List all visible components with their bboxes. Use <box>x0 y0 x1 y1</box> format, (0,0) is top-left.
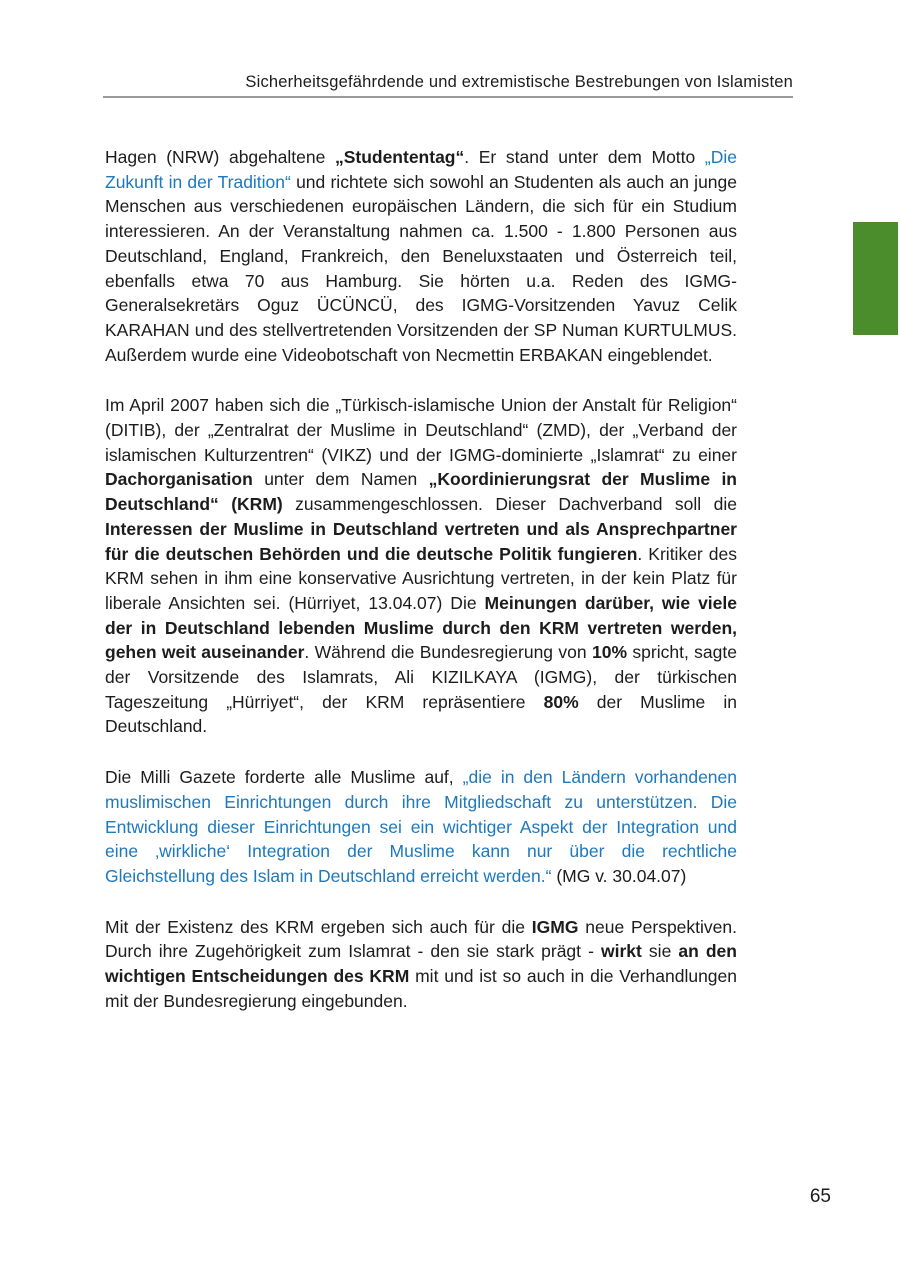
bold-text-run: an den wichtigen Entscheidungen des KRM <box>105 941 737 987</box>
text-run: Im April 2007 haben sich die „Türkisch-islamische Union der Anstalt für Religion“ (DITIB), der „Zentralrat der Muslime in Deutschland“ (ZMD), der „Verband der islamischen Kulturzentren“ (VIKZ) und der IGMG-dominierte „Islamrat“ zu einer <box>105 395 737 465</box>
bold-text-run: „Studententag“ <box>334 147 465 167</box>
header-rule <box>103 96 793 98</box>
bold-text-run: „Koordinierungsrat der Muslime in Deutschland“ (KRM) <box>105 469 737 515</box>
text-run: und richtete sich sowohl an Studenten als auch an junge Menschen aus verschiedenen europäischen Ländern, die sich für ein Studium interessieren. An der Veranstaltung nahmen ca. 1.500 - 1.800 Personen aus Deutschland, England, Frankreich, den Beneluxstaaten und Österreich teil, ebenfalls etwa 70 aus Hamburg. Sie hörten u.a. Reden des IGMG-Generalsekretärs Oguz ÜCÜNCÜ, des IGMG-Vorsitzenden Yavuz Celik KARAHAN und des stellvertretenden Vorsitzenden der SP Numan KURTULMUS. Außerdem wurde eine Videobotschaft von Necmettin ERBAKAN eingeblendet. <box>105 171 737 365</box>
text-run: (MG v. 30.04.07) <box>551 865 687 886</box>
body-text <box>105 145 737 1014</box>
quoted-text-run: „Die Zukunft in der Tradition“ <box>105 147 737 192</box>
text-run: der Muslime in Deutschland. <box>105 691 737 737</box>
text-run: sie <box>641 941 679 962</box>
text-run: Die Milli Gazete forderte alle Muslime auf, <box>105 767 463 788</box>
page-number: 65 <box>809 1186 831 1207</box>
bold-text-run: wirkt <box>601 941 642 962</box>
text-run: neue Perspektiven. Durch ihre Zugehörigkeit zum Islamrat - den sie stark prägt - <box>105 916 737 962</box>
paragraph-milli-gazete-zitat <box>105 765 737 889</box>
paragraph-krm-gruendung <box>105 393 737 739</box>
chapter-tab-marker <box>853 222 898 335</box>
text-run: Mit der Existenz des KRM ergeben sich auch für die <box>105 916 532 937</box>
text-run: Hagen (NRW) abgehaltene <box>105 147 335 167</box>
paragraph-igmg-perspektiven <box>105 915 737 1014</box>
bold-text-run: Meinungen darüber, wie viele der in Deutschland lebenden Muslime durch den KRM vertreten werden, gehen weit auseinander <box>105 592 738 663</box>
running-header-title: Sicherheitsgefährdende und extremistische Bestrebungen von Islamisten <box>245 73 793 91</box>
bold-text-run: Dachorganisation <box>105 469 253 490</box>
text-run: . Kritiker des KRM sehen in ihm eine konservative Ausrichtung vertreten, in der kein Platz für liberale Ansichten sei. (Hürriyet, 13.04.07) Die <box>105 543 737 613</box>
bold-text-run: Interessen der Muslime in Deutschland vertreten und als Ansprechpartner für die deutschen Behörden und die deutsche Politik fungieren <box>105 518 737 564</box>
text-run: zusammengeschlossen. Dieser Dachverband soll die <box>282 494 737 515</box>
text-run: spricht, sagte der Vorsitzende des Islamrats, Ali KIZILKAYA (IGMG), der türkischen Tageszeitung „Hürriyet“, der KRM repräsentiere <box>105 642 737 712</box>
bold-text-run: IGMG <box>531 916 579 937</box>
text-run: mit und ist so auch in die Verhandlungen mit der Bundesregierung eingebunden. <box>105 966 737 1011</box>
text-run: . Während die Bundesregierung von <box>304 642 592 663</box>
bold-text-run: 10% <box>592 642 628 663</box>
paragraph-studententag <box>105 145 737 367</box>
bold-text-run: 80% <box>543 691 579 712</box>
quoted-text-run: „die in den Ländern vorhandenen muslimischen Einrichtungen durch ihre Mitgliedschaft zu unterstützen. Die Entwicklung dieser Einrichtungen sei ein wichtiger Aspekt der Integration und eine ‚wirkliche‘ Integration der Muslime kann nur über die rechtliche Gleichstellung des Islam in Deutschland erreicht werden.“ <box>105 767 738 886</box>
text-run: unter dem Namen <box>252 469 429 490</box>
text-run: . Er stand unter dem Motto <box>464 147 705 167</box>
